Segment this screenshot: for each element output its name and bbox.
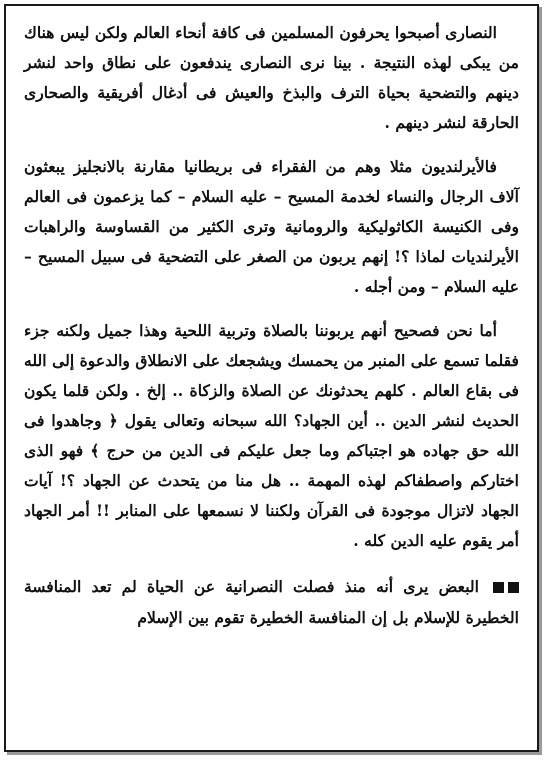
article-body [24, 18, 519, 744]
paragraph-4-text: البعض يرى أنه منذ فصلت النصرانية عن الحياة لم تعد المنافسة الخطيرة للإسلام بل إن المنافسة الخطيرة تقوم بين الإسلام [24, 577, 519, 627]
document-page [4, 4, 539, 752]
paragraph-1: النصارى أصبحوا يحرفون المسلمين فى كافة أنحاء العالم ولكن ليس هناك من يبكى لهذه النتيجة . بينا نرى النصارى يندفعون على نطاق واحد لنشر دينهم والتضحية بحياة الترف والبذخ والعيش فى أدغال أفريقية والصحارى الحارقة لنشر دينهم . [24, 23, 519, 132]
section-marker-icon [489, 573, 519, 603]
paragraph-2: فالأيرلنديون مثلا وهم من الفقراء فى بريطانيا مقارنة بالانجليز يبعثون آلاف الرجال والنساء لخدمة المسيح – عليه السلام – كما يزعمون فى العالم وفى الكنيسة الكاثوليكية والرومانية وترى الكثير من القساوسة والراهبات الأيرلنديات لماذا ؟! إنهم يربون من الصغر على التضحية فى سبيل المسيح – عليه السلام – ومن أجله . [24, 157, 519, 296]
paragraph-3: أما نحن فصحيح أنهم يربوننا بالصلاة وتربية اللحية وهذا جميل ولكنه جزء فقلما تسمع على المنبر من يحمسك ويشجعك على الانطلاق والدعوة إلى الله فى بقاع العالم . كلهم يحدثونك عن الصلاة والزكاة .. إلخ . ولكن قلما يكون الحديث لنشر الدين .. أين الجهاد؟ الله سبحانه وتعالى يقول ﴿ وجاهدوا فى الله حق جهاده هو اجتباكم وما جعل عليكم فى الدين من حرج ﴾ فهو الذى اختاركم واصطفاكم لهذه المهمة .. هل منا من يتحدث عن الجهاد ؟! آيات الجهاد لاتزال موجودة فى القرآن ولكننا لا نسمعها على المنابر !! أمر الجهاد أمر يقوم عليه الدين كله . [24, 321, 519, 550]
paragraph-4 [24, 572, 519, 633]
